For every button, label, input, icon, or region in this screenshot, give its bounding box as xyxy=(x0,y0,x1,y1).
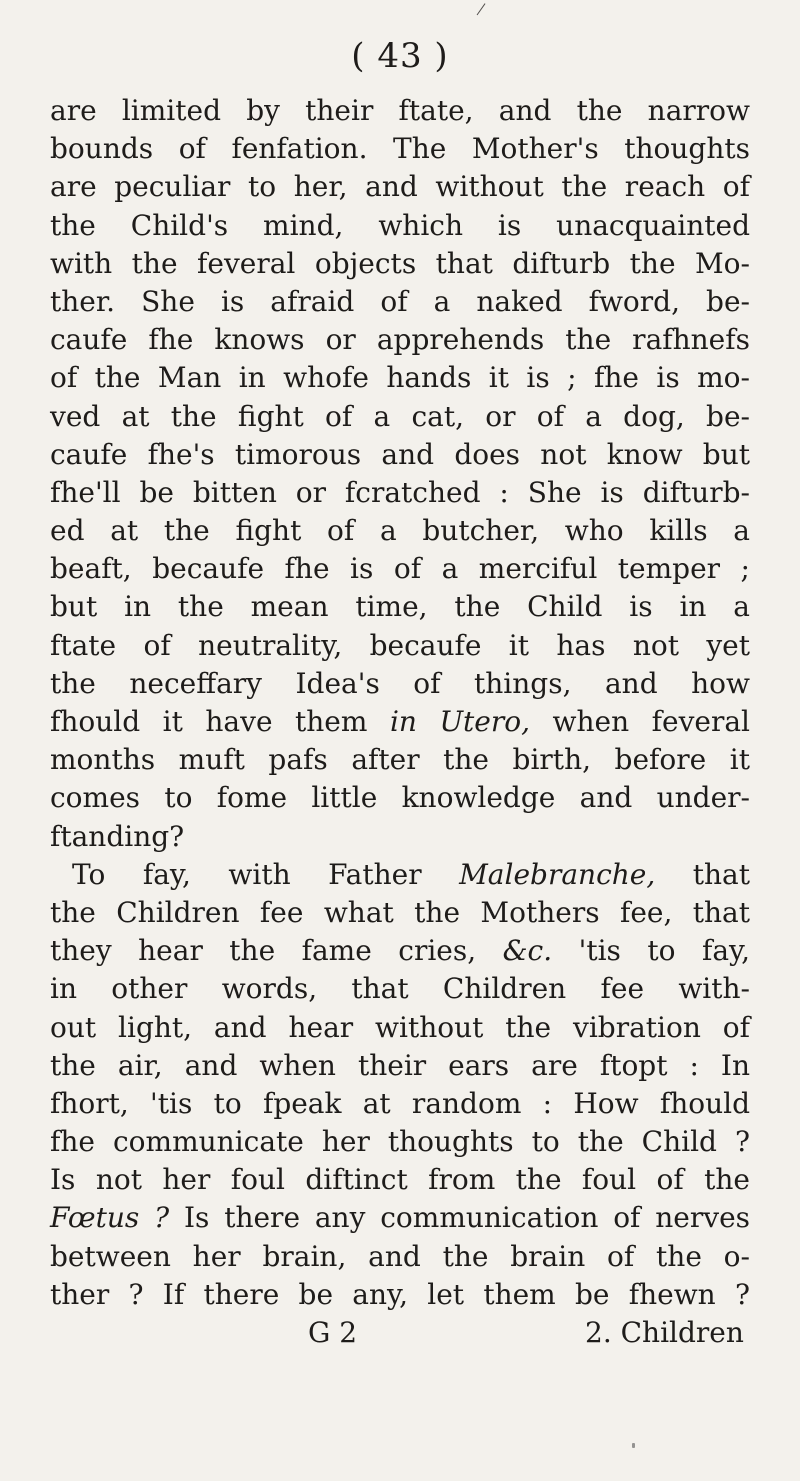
text-line: ther ? If there be any, let them be fhewn ? xyxy=(50,1277,750,1311)
text-line: ved at the fight of a cat, or of a dog, be- xyxy=(50,399,750,433)
text-line: the neceffary Idea's of things, and how xyxy=(50,666,750,700)
text-line: caufe fhe's timorous and does not know but xyxy=(50,437,750,471)
text-line: ed at the fight of a butcher, who kills a xyxy=(50,514,750,548)
ink-mark xyxy=(477,3,491,18)
catchword: 2. Children xyxy=(585,1316,744,1349)
text-line: are limited by their ftate, and the narrow xyxy=(50,94,750,127)
signature-mark: G 2 xyxy=(308,1316,358,1349)
text-line: ther. She is afraid of a naked fword, be- xyxy=(50,284,750,318)
text-segment: they hear the fame cries, xyxy=(50,934,477,968)
text-line: Is not her foul diftinct from the foul of the xyxy=(50,1163,750,1197)
text-line: beaft, becaufe fhe is of a merciful temper ; xyxy=(50,552,750,586)
text-segment: fhould it have them xyxy=(50,705,368,738)
body-text xyxy=(50,92,750,1352)
text-line: ftanding? xyxy=(50,819,185,853)
text-line: fhort, 'tis to fpeak at random : How fhould xyxy=(50,1086,750,1120)
italic-phrase: in Utero, xyxy=(389,705,531,738)
text-line: the air, and when their ears are ftopt : In xyxy=(50,1048,750,1082)
italic-phrase: Malebranche, xyxy=(459,857,656,891)
ink-speck xyxy=(632,1443,635,1448)
italic-phrase: Fœtus ? xyxy=(50,1201,170,1235)
text-line: out light, and hear without the vibration of xyxy=(50,1010,750,1044)
text-segment: 'tis to fay, xyxy=(578,934,751,968)
text-line: fhe'll be bitten or fcratched : She is difturb- xyxy=(50,475,750,509)
text-line: ftate of neutrality, becaufe it has not yet xyxy=(50,628,750,662)
text-line: are peculiar to her, and without the reach of xyxy=(50,170,750,204)
text-line: months muft pafs after the birth, before it xyxy=(50,743,750,777)
signature-line xyxy=(50,1314,750,1352)
italic-phrase: &c. xyxy=(502,934,553,968)
page-number: ( 43 ) xyxy=(351,36,449,76)
text-line: caufe fhe knows or apprehends the rafhnefs xyxy=(50,323,750,357)
text-line: comes to fome little knowledge and under- xyxy=(50,781,750,815)
text-line: but in the mean time, the Child is in a xyxy=(50,590,750,624)
text-segment: Is there any communication of nerves xyxy=(183,1201,751,1235)
text-segment: that xyxy=(692,857,750,891)
text-line xyxy=(50,703,750,741)
text-line xyxy=(50,932,750,970)
text-segment: To fay, with Father xyxy=(72,857,422,891)
text-segment: when feveral xyxy=(552,705,750,738)
text-line: in other words, that Children fee with- xyxy=(50,972,750,1006)
text-line: bounds of fenfation. The Mother's thoughts xyxy=(50,132,750,166)
text-line: the Children fee what the Mothers fee, that xyxy=(50,895,750,929)
text-line: between her brain, and the brain of the o- xyxy=(50,1239,750,1273)
text-line: fhe communicate her thoughts to the Child ? xyxy=(50,1125,750,1159)
text-line xyxy=(50,856,750,894)
text-line xyxy=(50,1199,750,1237)
text-line: the Child's mind, which is unacquainted xyxy=(50,208,750,242)
text-line: with the feveral objects that difturb the Mo- xyxy=(50,246,750,280)
text-line: of the Man in whofe hands it is ; fhe is mo- xyxy=(50,361,750,395)
